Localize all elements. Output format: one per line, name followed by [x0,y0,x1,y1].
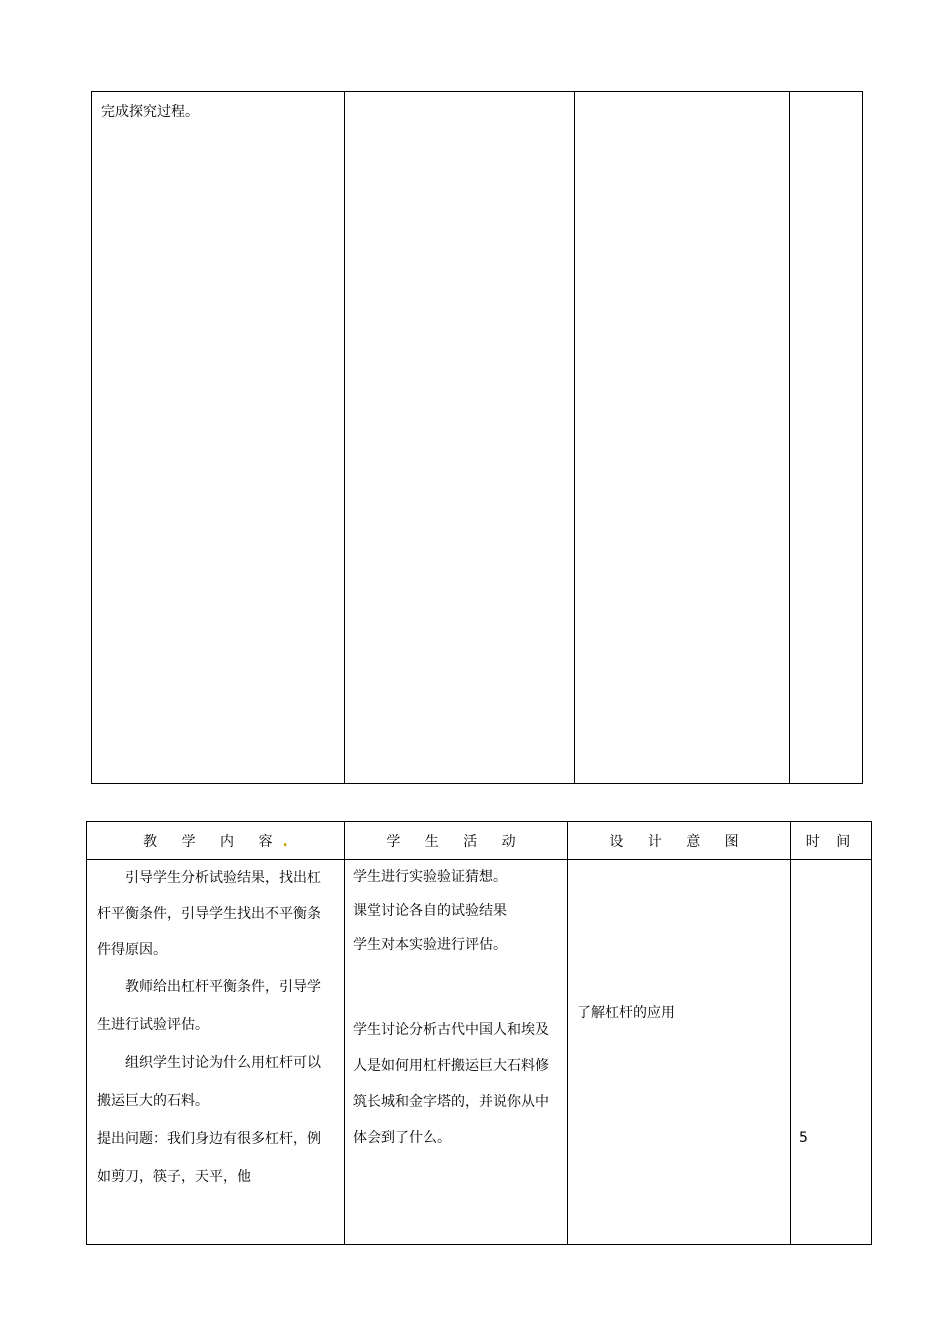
upper-cell-content [92,92,345,784]
activity-line: 学生对本实验进行评估。 [353,937,507,953]
content-row [87,860,872,1245]
activity-line: 学生进行实验验证猜想。 [353,869,507,885]
header-teaching-content: 教 学 内 容. [87,822,345,860]
design-intent-text: 了解杠杆的应用 [577,1005,675,1021]
lower-table [86,821,872,1245]
activity-line: 学生讨论分析古代中国人和埃及人是如何用杠杆搬运巨大石料修筑长城和金字塔的，并说你从中体会到了什么。 [353,1022,549,1146]
header-student-activity: 学 生 活 动 [345,822,568,860]
student-activity-cell [345,860,568,1245]
activity-line: 课堂讨论各自的试验结果 [353,903,507,919]
marker-dot: . [282,833,288,850]
upper-cell-activity [345,92,575,784]
design-intent-cell [568,860,791,1245]
header-time: 时 间 [791,822,872,860]
teaching-paragraph: 引导学生分析试验结果，找出杠杆平衡条件，引导学生找出不平衡条件得原因。 [97,870,321,958]
upper-cell-time [790,92,863,784]
teaching-content-cell [87,860,345,1245]
header-row [87,822,872,860]
teaching-paragraph: 组织学生讨论为什么用杠杆可以搬运巨大的石料。 [97,1055,321,1109]
teaching-paragraph: 教师给出杠杆平衡条件，引导学生进行试验评估。 [97,979,321,1033]
time-cell [791,860,872,1245]
time-value: 5 [799,1130,808,1146]
teaching-paragraph: 提出问题：我们身边有很多杠杆，例如剪刀，筷子，天平，他 [97,1131,321,1185]
header-design-intent: 设 计 意 图 [568,822,791,860]
upper-cell-intent [575,92,790,784]
upper-cell-text: 完成探究过程。 [101,104,199,120]
upper-table [91,91,863,784]
